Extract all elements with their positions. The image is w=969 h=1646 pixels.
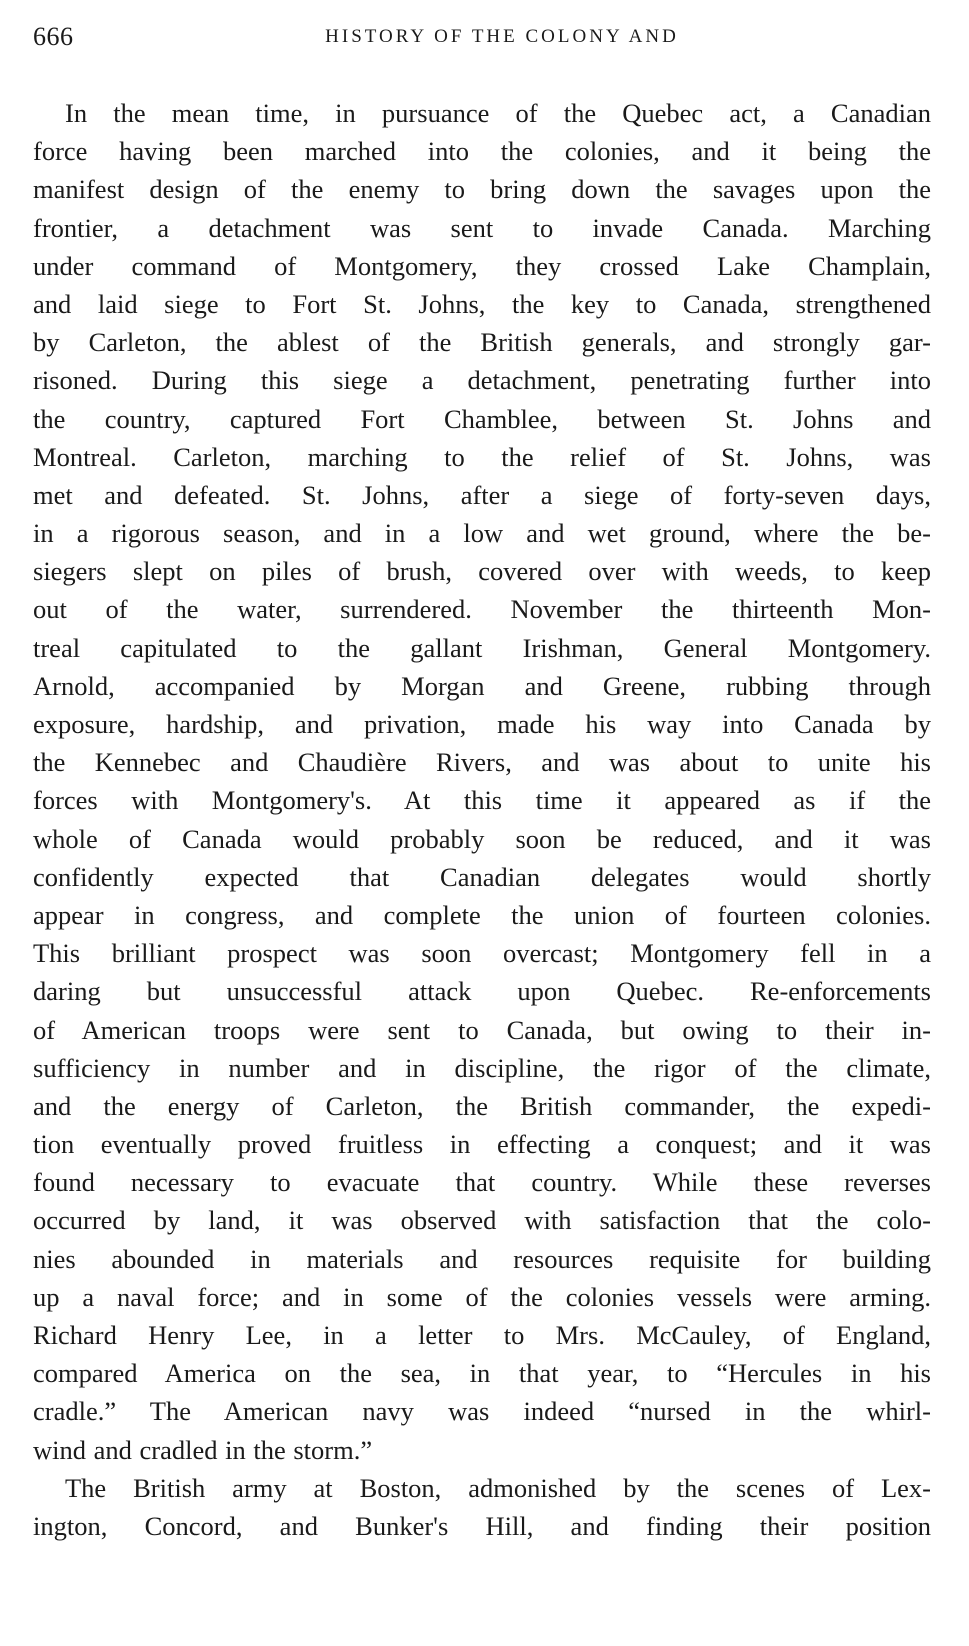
text-line: manifest design of the enemy to bring down the savages upon the <box>33 174 931 205</box>
text-line: appear in congress, and complete the union of fourteen colonies. <box>33 899 931 930</box>
text-line: the Kennebec and Chaudière Rivers, and was about to unite his <box>33 747 931 778</box>
text-line: tion eventually proved fruitless in effecting a conquest; and it was <box>33 1129 931 1160</box>
text-line: forces with Montgomery's. At this time it appeared as if the <box>33 785 931 816</box>
text-line: siegers slept on piles of brush, covered over with weeds, to keep <box>33 556 931 587</box>
running-head: HISTORY OF THE COLONY AND <box>325 26 679 47</box>
page-number: 666 <box>33 22 74 51</box>
text-line: Arnold, accompanied by Morgan and Greene, rubbing through <box>33 670 931 701</box>
text-line: of American troops were sent to Canada, but owing to their in- <box>33 1014 931 1045</box>
text-line: whole of Canada would probably soon be reduced, and it was <box>33 823 931 854</box>
text-line: out of the water, surrendered. November the thirteenth Mon- <box>33 594 931 625</box>
text-line: Montreal. Carleton, marching to the relief of St. Johns, was <box>33 441 931 472</box>
text-line: ington, Concord, and Bunker's Hill, and finding their position <box>33 1510 931 1541</box>
text-line: daring but unsuccessful attack upon Quebec. Re-enforcements <box>33 976 931 1007</box>
text-line: wind and cradled in the storm.” <box>33 1434 373 1465</box>
page-header <box>33 20 931 64</box>
body-text <box>33 94 931 1545</box>
text-line: and the energy of Carleton, the British commander, the expedi- <box>33 1090 931 1121</box>
text-line: treal capitulated to the gallant Irishman, General Montgomery. <box>33 632 931 663</box>
text-line: nies abounded in materials and resources requisite for building <box>33 1243 931 1274</box>
text-line: the country, captured Fort Chamblee, between St. Johns and <box>33 403 931 434</box>
text-line: The British army at Boston, admonished by the scenes of Lex- <box>65 1472 931 1503</box>
text-line: risoned. During this siege a detachment, penetrating further into <box>33 365 931 396</box>
text-line: up a naval force; and in some of the colonies vessels were arming. <box>33 1281 931 1312</box>
text-line: sufficiency in number and in discipline, the rigor of the climate, <box>33 1052 931 1083</box>
text-line: confidently expected that Canadian delegates would shortly <box>33 861 931 892</box>
paragraph <box>33 1469 931 1545</box>
text-line: compared America on the sea, in that year, to “Hercules in his <box>33 1358 931 1389</box>
text-line: under command of Montgomery, they crossed Lake Champlain, <box>33 250 931 281</box>
text-line: This brilliant prospect was soon overcast; Montgomery fell in a <box>33 938 931 969</box>
text-line: found necessary to evacuate that country. While these reverses <box>33 1167 931 1198</box>
text-line: and laid siege to Fort St. Johns, the key to Canada, strengthened <box>33 288 931 319</box>
text-line: force having been marched into the colonies, and it being the <box>33 136 931 167</box>
text-line: In the mean time, in pursuance of the Quebec act, a Canadian <box>65 98 931 128</box>
text-line: exposure, hardship, and privation, made his way into Canada by <box>33 709 931 739</box>
text-line: Richard Henry Lee, in a letter to Mrs. McCauley, of England, <box>33 1320 931 1350</box>
text-line: in a rigorous season, and in a low and wet ground, where the be- <box>33 518 931 549</box>
text-line: occurred by land, it was observed with satisfaction that the colo- <box>33 1205 931 1236</box>
text-line: by Carleton, the ablest of the British generals, and strongly gar- <box>33 327 931 358</box>
text-line: cradle.” The American navy was indeed “nursed in the whirl- <box>33 1396 931 1427</box>
paragraph <box>33 94 931 1469</box>
text-line: met and defeated. St. Johns, after a siege of forty-seven days, <box>33 479 931 510</box>
text-line: frontier, a detachment was sent to invade Canada. Marching <box>33 212 931 243</box>
